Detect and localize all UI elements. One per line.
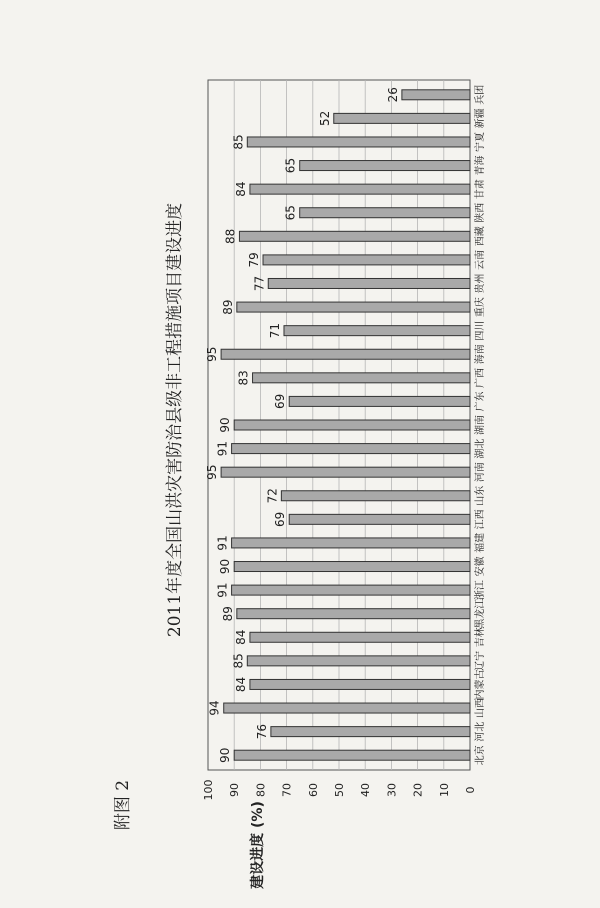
bar-江西 xyxy=(289,514,470,524)
data-label-陕西: 65 xyxy=(283,205,298,221)
category-label-西藏: 西藏 xyxy=(475,226,486,247)
data-label-内蒙古: 84 xyxy=(233,676,248,693)
figure-label: 附图 2 xyxy=(113,779,133,831)
data-label-海南: 95 xyxy=(205,346,220,362)
data-label-河南: 95 xyxy=(205,464,220,480)
bar-重庆 xyxy=(237,302,470,312)
bar-湖北 xyxy=(232,444,470,454)
data-label-山东: 72 xyxy=(265,488,280,504)
data-label-山西: 94 xyxy=(207,700,222,716)
data-label-重庆: 89 xyxy=(220,299,235,315)
data-label-新疆: 52 xyxy=(317,110,332,127)
y-tick-label-20: 20 xyxy=(411,783,425,797)
category-label-广西: 广西 xyxy=(475,367,486,388)
data-label-青海: 65 xyxy=(283,157,298,174)
bar-浙江 xyxy=(232,585,470,595)
bar-安徽 xyxy=(234,562,470,572)
category-label-云南: 云南 xyxy=(475,249,486,270)
category-label-辽宁: 辽宁 xyxy=(475,650,486,671)
bar-四川 xyxy=(284,326,470,336)
y-tick-label-30: 30 xyxy=(385,783,399,797)
y-tick-label-100: 100 xyxy=(202,779,215,801)
category-labels xyxy=(473,85,486,765)
data-label-四川: 71 xyxy=(267,323,282,339)
bar-西藏 xyxy=(239,231,470,241)
y-tick-label-60: 60 xyxy=(306,783,320,797)
bar-吉林 xyxy=(250,632,470,642)
category-label-湖南: 湖南 xyxy=(475,415,486,435)
data-label-云南: 79 xyxy=(247,252,262,268)
data-label-贵州: 77 xyxy=(252,275,267,292)
bar-山西 xyxy=(224,703,470,713)
category-label-江西: 江西 xyxy=(475,509,486,530)
data-label-甘肃: 84 xyxy=(233,181,248,197)
data-label-西藏: 88 xyxy=(223,228,238,244)
data-label-湖北: 91 xyxy=(215,440,230,457)
chart-title: 2011年度全国山洪灾害防治县级非工程措施项目建设进度 xyxy=(165,202,185,638)
bar-黑龙江 xyxy=(237,609,470,619)
data-label-黑龙江: 89 xyxy=(220,606,235,622)
bar-福建 xyxy=(232,538,470,548)
data-label-浙江: 91 xyxy=(215,582,230,598)
category-label-山东: 山东 xyxy=(475,485,486,506)
data-label-湖南: 90 xyxy=(218,417,233,433)
bar-新疆 xyxy=(334,113,470,123)
bar-云南 xyxy=(263,255,470,265)
category-label-新疆: 新疆 xyxy=(475,108,486,129)
data-label-广东: 69 xyxy=(273,393,288,410)
category-label-黑龙江: 黑龙江 xyxy=(475,598,486,629)
category-label-广东: 广东 xyxy=(475,391,486,412)
category-label-内蒙古: 内蒙古 xyxy=(475,669,486,700)
bar-广东 xyxy=(289,396,470,406)
bar-湖南 xyxy=(234,420,470,430)
y-tick-label-50: 50 xyxy=(333,783,346,797)
data-label-北京: 90 xyxy=(218,747,233,763)
bar-宁夏 xyxy=(247,137,470,147)
y-tick-label-10: 10 xyxy=(437,783,451,797)
y-tick-labels xyxy=(202,780,477,801)
bar-青海 xyxy=(300,161,470,171)
category-label-北京: 北京 xyxy=(475,745,486,766)
category-label-陕西: 陕西 xyxy=(475,202,486,223)
category-label-河南: 河南 xyxy=(475,462,486,483)
y-tick-label-40: 40 xyxy=(359,783,373,797)
category-label-青海: 青海 xyxy=(475,155,486,176)
data-label-辽宁: 85 xyxy=(231,653,246,669)
data-label-广西: 83 xyxy=(236,370,251,386)
bar-内蒙古 xyxy=(250,679,470,689)
data-label-吉林: 84 xyxy=(233,629,248,645)
data-label-河北: 76 xyxy=(254,723,269,740)
category-label-吉林: 吉林 xyxy=(475,627,486,648)
data-label-安徽: 90 xyxy=(218,558,233,575)
bar-辽宁 xyxy=(247,656,470,666)
bar-河北 xyxy=(271,727,470,737)
category-label-海南: 海南 xyxy=(475,344,486,365)
category-label-兵团: 兵团 xyxy=(475,84,486,105)
category-label-宁夏: 宁夏 xyxy=(475,131,486,152)
y-tick-label-70: 70 xyxy=(280,783,294,797)
y-axis-label: 建设进度 (%) xyxy=(250,801,266,889)
category-label-安徽: 安徽 xyxy=(475,556,486,577)
y-tick-label-80: 80 xyxy=(254,783,268,797)
category-label-浙江: 浙江 xyxy=(475,580,486,601)
bar-河南 xyxy=(221,467,470,477)
data-label-宁夏: 85 xyxy=(231,134,246,150)
bars xyxy=(205,87,470,763)
category-label-福建: 福建 xyxy=(475,532,486,553)
category-label-重庆: 重庆 xyxy=(475,297,486,318)
bar-贵州 xyxy=(268,278,470,288)
category-label-湖北: 湖北 xyxy=(475,438,486,459)
bar-北京 xyxy=(234,750,470,760)
category-label-四川: 四川 xyxy=(475,320,486,341)
bar-广西 xyxy=(253,373,470,383)
y-tick-label-90: 90 xyxy=(228,783,242,797)
category-label-贵州: 贵州 xyxy=(475,273,486,294)
y-tick-label-0: 0 xyxy=(464,786,477,794)
data-label-福建: 91 xyxy=(215,535,230,551)
category-label-山西: 山西 xyxy=(475,698,486,719)
data-label-江西: 69 xyxy=(273,511,288,527)
bar-海南 xyxy=(221,349,470,359)
category-label-河北: 河北 xyxy=(475,721,486,742)
bar-甘肃 xyxy=(250,184,470,194)
category-label-甘肃: 甘肃 xyxy=(475,179,486,200)
bar-兵团 xyxy=(402,90,470,100)
bar-山东 xyxy=(281,491,470,501)
data-label-兵团: 26 xyxy=(385,87,400,103)
bar-陕西 xyxy=(300,208,470,218)
